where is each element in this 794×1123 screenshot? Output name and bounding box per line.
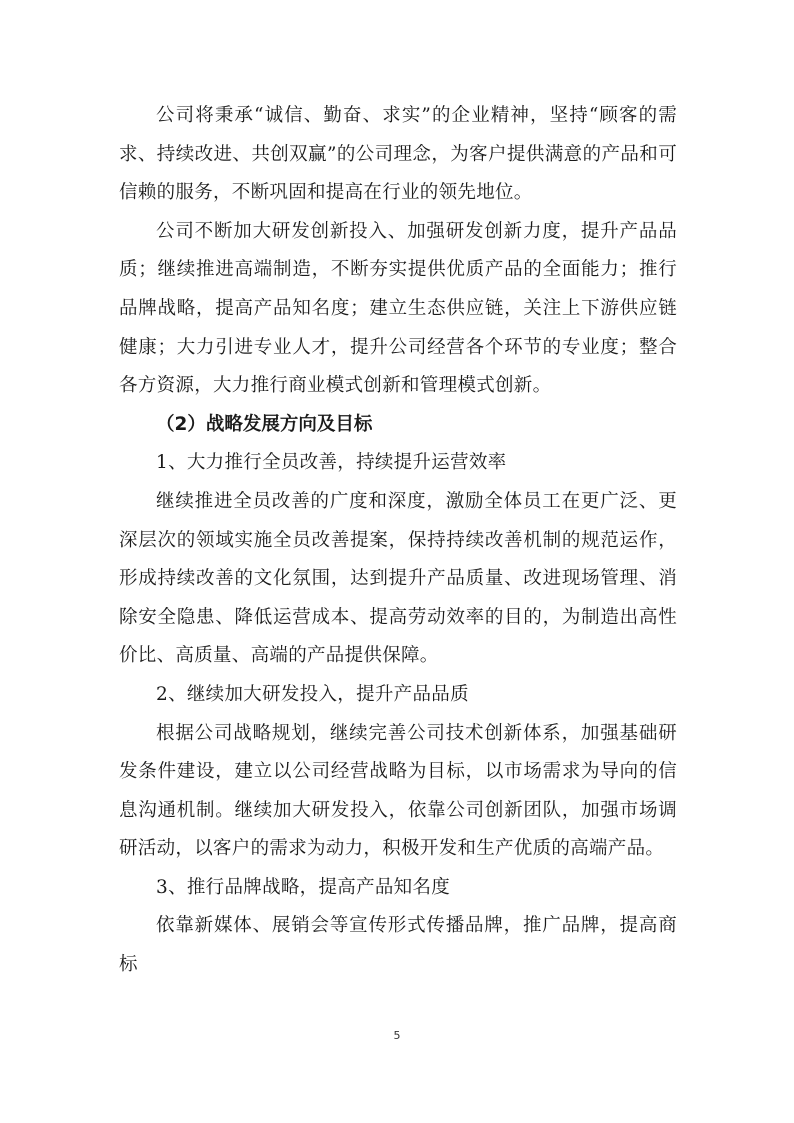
subheading-rd-investment: 2、继续加大研发投入，提升产品品质 [156, 683, 469, 705]
paragraph-brand-promotion: 依靠新媒体、展销会等宣传形式传播品牌，推广品牌，提高商标 [119, 915, 677, 976]
subheading-brand-strategy: 3、推行品牌战略，提高产品知名度 [156, 876, 451, 898]
paragraph-continuous-improvement: 继续推进全员改善的广度和深度，激励全体员工在更广泛、更深层次的领域实施全员改善提案，保持持续改善机制的规范运作，形成持续改善的文化氛围，达到提升产品质量、改进现场管理、消除安全隐患、降低运营成本、提高劳动效率的目的，为制造出高性价比、高质量、高端的产品提供保障。 [119, 490, 677, 667]
paragraph-company-spirit: 公司将秉承“诚信、勤奋、求实”的企业精神，坚持“顾客的需求、持续改进、共创双赢”的公司理念，为客户提供满意的产品和可信赖的服务，不断巩固和提高在行业的领先地位。 [119, 105, 677, 204]
document-body [119, 97, 677, 985]
paragraph-innovation-investment: 公司不断加大研发创新投入、加强研发创新力度，提升产品品质；继续推进高端制造，不断夯实提供优质产品的全面能力；推行品牌战略，提高产品知名度；建立生态供应链，关注上下游供应链健康；大力引进专业人才，提升公司经营各个环节的专业度；整合各方资源，大力推行商业模式创新和管理模式创新。 [119, 220, 677, 397]
paragraph-rd-system: 根据公司战略规划，继续完善公司技术创新体系，加强基础研发条件建设，建立以公司经营战略为目标，以市场需求为导向的信息沟通机制。继续加大研发投入，依靠公司创新团队，加强市场调研活动，以客户的需求为动力，积极开发和生产优质的高端产品。 [119, 722, 677, 860]
page-number: 5 [393, 1029, 401, 1042]
subheading-full-staff-improvement: 1、大力推行全员改善，持续提升运营效率 [156, 452, 507, 474]
section-heading-strategy: （2）战略发展方向及目标 [156, 413, 373, 435]
